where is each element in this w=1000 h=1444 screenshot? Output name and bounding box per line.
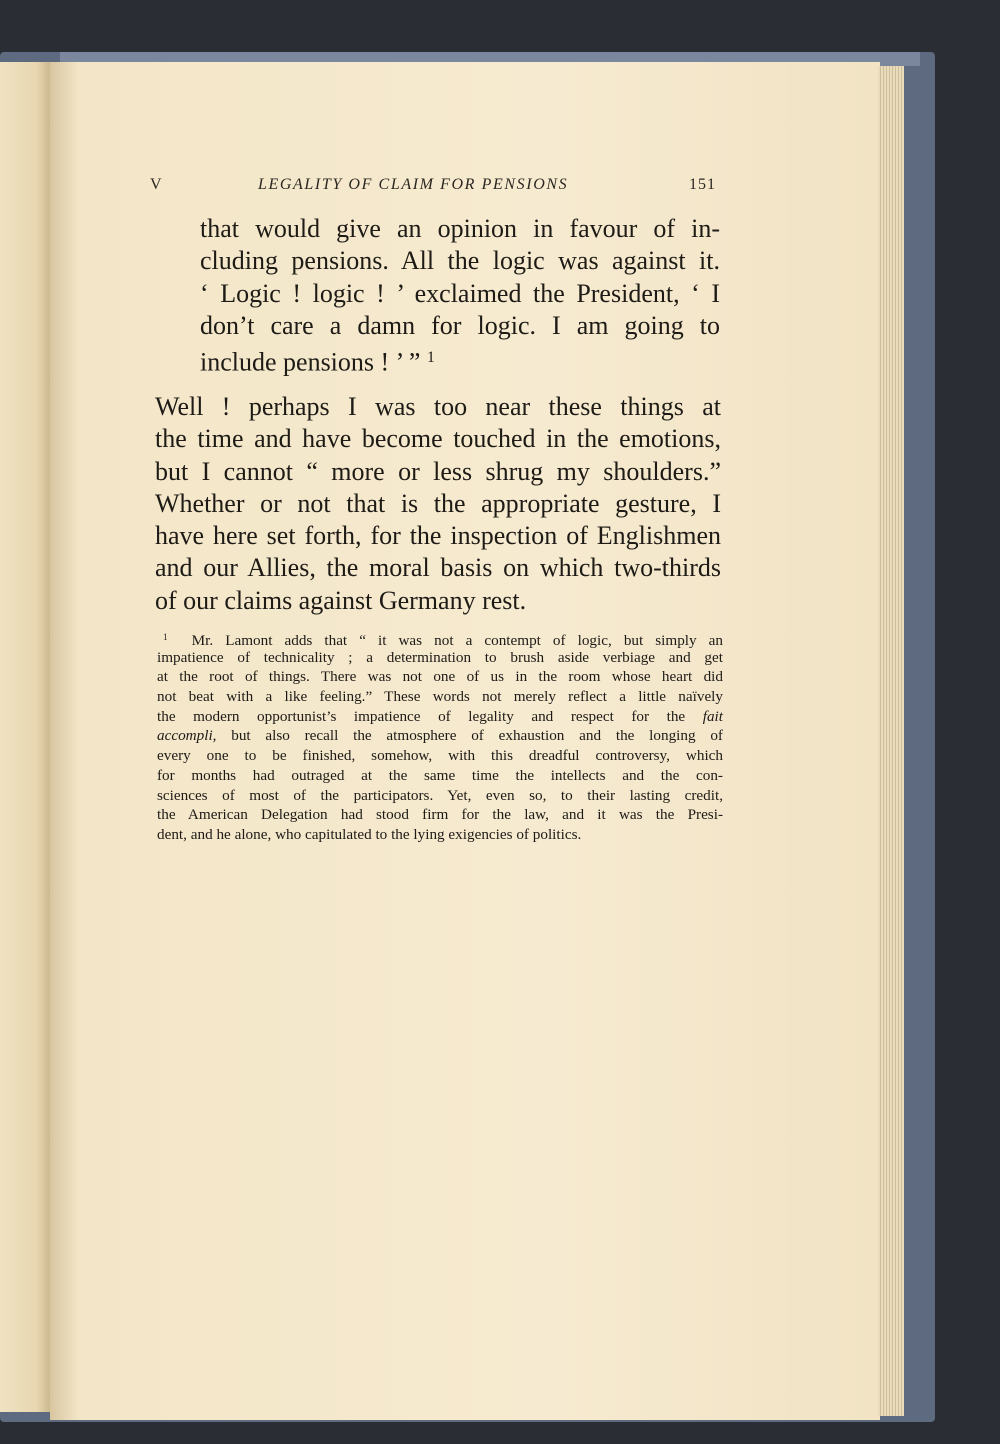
footnote-line [157,707,723,727]
footnote-line: the American Delegation had stood firm for the law, and it was the Presi- [157,806,723,824]
facing-page-edge [0,62,52,1412]
footnote-line: sciences of most of the participators. Yet, even so, to their lasting credit, [157,786,723,804]
text-line: the time and have become touched in the emotions, [155,424,721,454]
footnote-marker: 1 [163,632,168,642]
text-line: Whether or not that is the appropriate gesture, I [155,488,721,518]
text-line: cluding pensions. All the logic was against it. [200,246,720,276]
footnote-line: dent, and he alone, who capitulated to the lying exigencies of politics. [157,825,582,843]
chapter-number: V [150,176,163,193]
footnote-line: impatience of technicality ; a determination to brush aside verbiage and get [157,648,723,666]
italic-word: accompli, [157,727,217,745]
body-paragraph [155,391,721,617]
footnote-line-content: Mr. Lamont adds that “ it was not a contempt of logic, but simply an [191,632,723,650]
footnote-line-content: the modern opportunist’s impatience of legality and respect for the [157,707,686,725]
running-title: LEGALITY OF CLAIM FOR PENSIONS [258,176,569,193]
page-stack-edge [878,66,904,1416]
page-number: 151 [689,176,716,193]
quoted-passage [200,213,720,377]
footnote-line: for months had outraged at the same time the intellects and the con- [157,766,723,784]
text-line [200,342,720,377]
footnote-line: every one to be finished, somehow, with this dreadful controversy, which [157,747,723,765]
footnote-line-content: but also recall the atmosphere of exhaustion and the longing of [231,727,723,745]
text-line: and our Allies, the moral basis on which two-thirds [155,553,721,583]
text-line-content: include pensions ! ’ ” [200,347,421,377]
footnote-reference: 1 [426,349,435,367]
text-line: but I cannot “ more or less shrug my shoulders.” [155,456,721,486]
footnote-line: not beat with a like feeling.” These words not merely reflect a little naïvely [157,688,723,706]
footnote [157,628,723,845]
text-line: Well ! perhaps I was too near these things at [155,392,721,421]
text-line: have here set forth, for the inspection of Englishmen [155,521,721,551]
text-line: ‘ Logic ! logic ! ’ exclaimed the President, ‘ I [200,278,720,308]
text-line: don’t care a damn for logic. I am going to [200,310,720,340]
footnote-line: at the root of things. There was not one of us in the room whose heart did [157,668,723,686]
running-header [150,176,716,200]
text-line: that would give an opinion in favour of in- [200,214,720,243]
italic-word: fait [702,707,723,725]
text-line: of our claims against Germany rest. [155,585,527,615]
footnote-line [157,628,723,648]
footnote-line [157,726,723,746]
